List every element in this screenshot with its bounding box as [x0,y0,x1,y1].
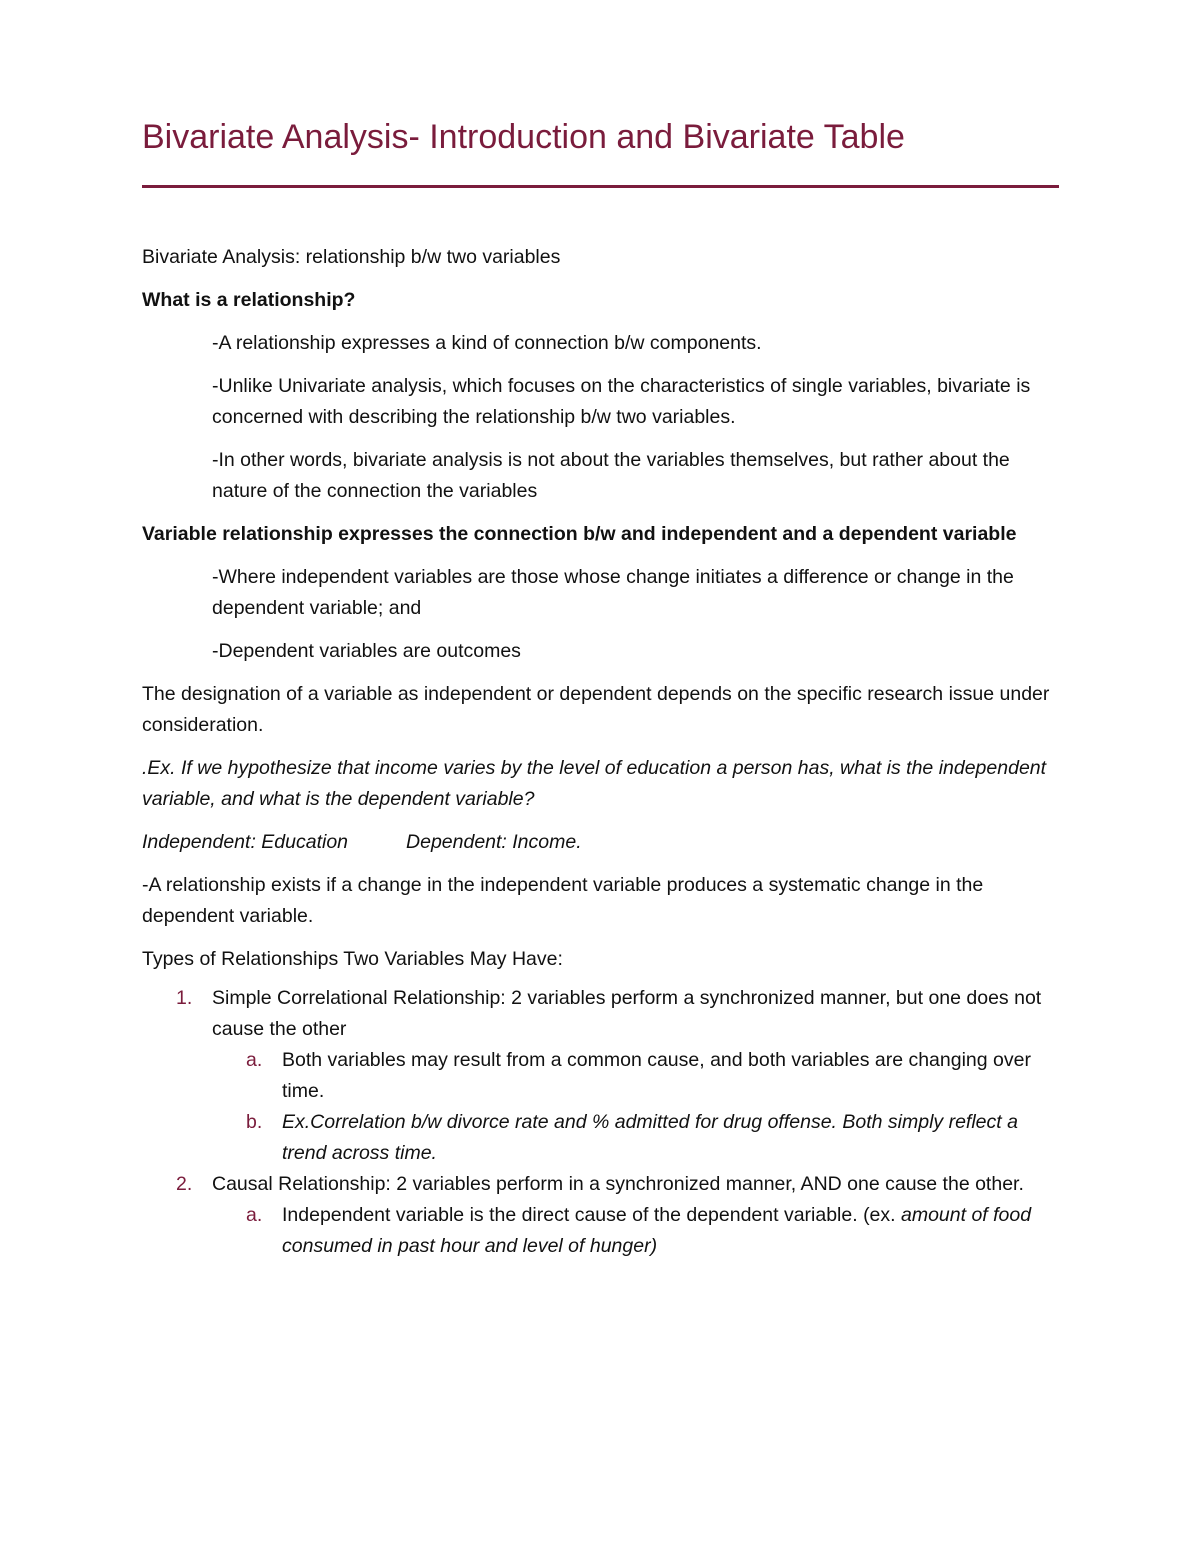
sub-list [212,1045,1062,1169]
question-heading: What is a relationship? [142,289,356,311]
relationship-point-3: -In other words, bivariate analysis is not about the variables themselves, but rather about the nature of the connection the variables [212,449,1010,502]
example-answer [142,827,1062,858]
sub-list-marker: a. [246,1204,263,1226]
relationship-point-1: -A relationship expresses a kind of connection b/w components. [212,332,762,354]
sub-list-marker: a. [246,1049,263,1071]
example-dependent: Dependent: Income. [406,831,582,853]
list-item-text: Simple Correlational Relationship: 2 variables perform a synchronized manner, but one does not cause the other [212,987,1042,1040]
sub-list [212,1200,1062,1262]
sub-list-item [212,1045,1062,1107]
sub-list-marker: b. [246,1111,263,1133]
variable-relationship-heading: Variable relationship expresses the connection b/w and independent and a dependent variable [142,523,1017,545]
dependent-definition: -Dependent variables are outcomes [212,640,521,662]
list-marker: 1. [176,987,193,1009]
document-body [142,242,1062,1262]
sub-list-item-text: Independent variable is the direct cause of the dependent variable. (ex. [282,1204,901,1226]
list-marker: 2. [176,1173,193,1195]
example-question: .Ex. If we hypothesize that income varies by the level of education a person has, what is the independent variable, and what is the dependent variable? [142,757,1047,810]
sub-list-item [212,1107,1062,1169]
sub-list-item-text: Ex.Correlation b/w divorce rate and % admitted for drug offense. Both simply reflect a trend across time. [282,1111,1018,1164]
independent-definition: -Where independent variables are those whose change initiates a difference or change in the dependent variable; and [212,566,1014,619]
sub-list-item [212,1200,1062,1262]
relationship-exists: -A relationship exists if a change in the independent variable produces a systematic change in the dependent variable. [142,874,984,927]
relationship-point-2: -Unlike Univariate analysis, which focuses on the characteristics of single variables, bivariate is concerned with describing the relationship b/w two variables. [212,375,1031,428]
types-heading: Types of Relationships Two Variables May Have: [142,948,563,970]
list-item-text: Causal Relationship: 2 variables perform in a synchronized manner, AND one cause the other. [212,1173,1024,1195]
sub-list-item-text: Both variables may result from a common cause, and both variables are changing over time. [282,1049,1031,1102]
title-underline [142,185,1059,188]
designation-paragraph: The designation of a variable as independent or dependent depends on the specific research issue under consideration. [142,683,1050,736]
types-list [142,983,1062,1262]
sub-list-item-italic: amount of food consumed in past hour and level of hunger) [282,1204,1032,1257]
example-independent: Independent: Education [142,831,349,853]
document-title: Bivariate Analysis- Introduction and Bivariate Table [142,118,905,156]
list-item [142,1169,1062,1262]
intro-line: Bivariate Analysis: relationship b/w two variables [142,246,561,268]
list-item [142,983,1062,1169]
